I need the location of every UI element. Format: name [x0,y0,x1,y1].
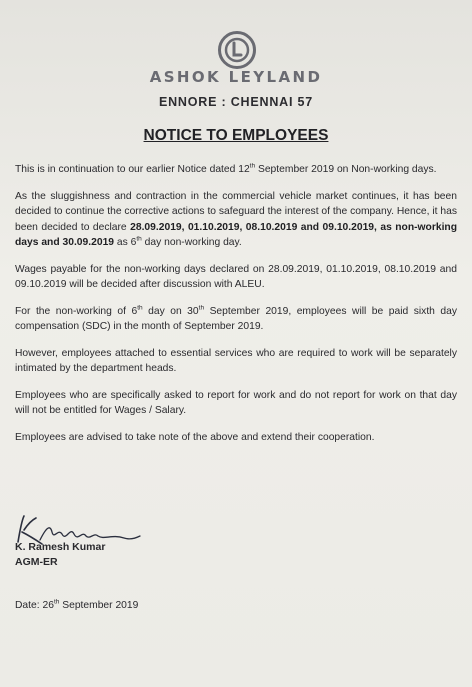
signatory [15,540,105,570]
notice-date: Date: 26th September 2019 [15,598,139,611]
brand-name: ASHOK LEYLAND [149,68,323,86]
declared-dates: 28.09.2019, 01.10.2019, 08.10.2019 and 09.10.2019, as non-working days and 30.09.2019 [15,221,458,248]
ashok-leyland-logo-icon [217,30,257,70]
paragraph-advice: Employees are advised to take note of the above and extend their cooperation. [15,431,375,443]
paragraph-attendance: Employees who are specifically asked to report for work and do not report for work on that day will not be entitled for Wages / Salary. [15,389,457,416]
notice-body [15,162,457,456]
paragraph-declaration: As the sluggishness and contraction in the commercial vehicle market continues, it has been decided to continue the corrective actions to safeguard the interest of the company. Hence, it has been decided to declare 28.09.2019, 01.10.2019, 08.10.2019 and 09.10.2019, as non-working days and 30.09.2019 as 6th day non-working day. [15,190,458,248]
signatory-name: K. Ramesh Kumar [15,541,106,553]
paragraph-continuation: This is in continuation to our earlier Notice dated 12th September 2019 on Non-working days. [15,162,437,175]
paragraph-essential-services: However, employees attached to essential services who are required to work will be separately intimated by the department heads. [15,347,457,374]
notice-title: NOTICE TO EMPLOYEES [143,127,329,144]
signatory-designation: AGM-ER [15,556,58,568]
plant-location: ENNORE : CHENNAI 57 [158,95,314,109]
paragraph-sdc: For the non-working of 6th day on 30th September 2019, employees will be paid sixth day compensation (SDC) in the month of September 2019. [15,304,458,332]
paragraph-wages: Wages payable for the non-working days declared on 28.09.2019, 01.10.2019, 08.10.2019 and 09.10.2019 will be decided after discussion with ALEU. [15,263,457,290]
